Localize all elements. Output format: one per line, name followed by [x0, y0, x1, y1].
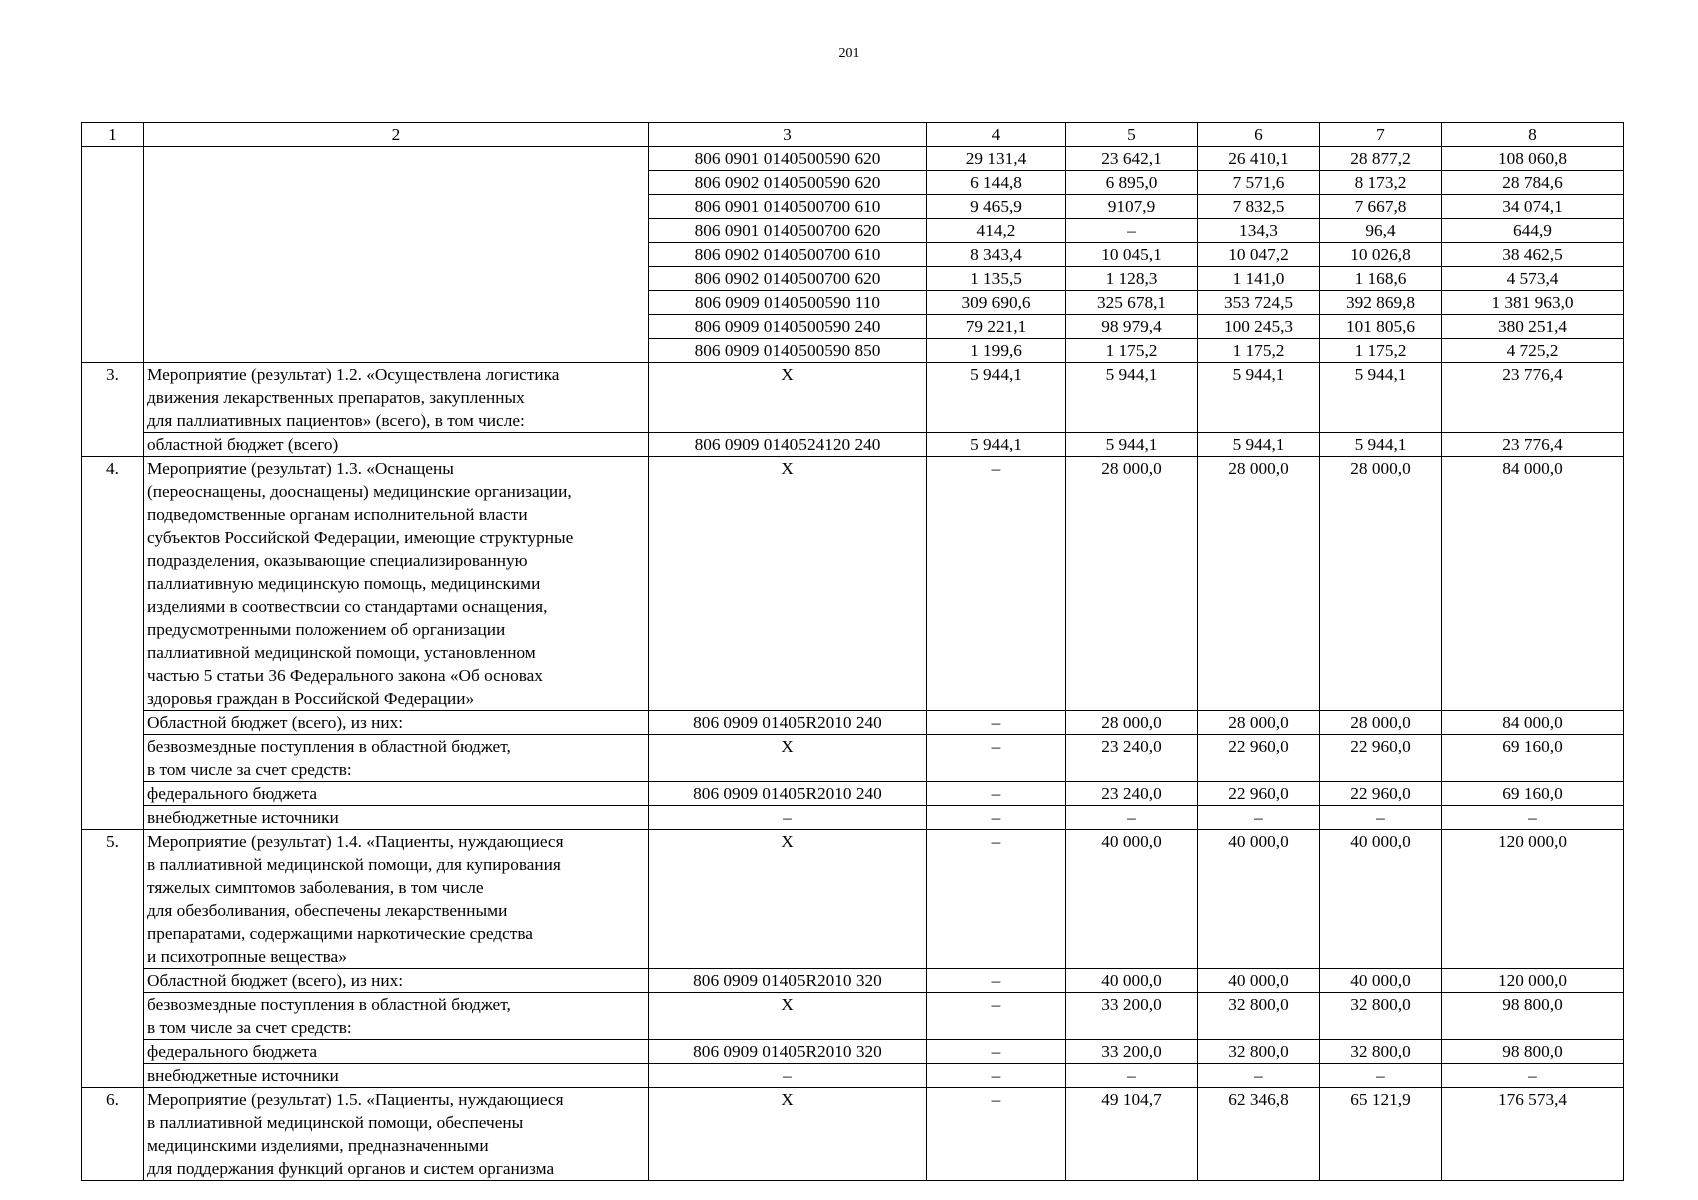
column-number-header: 5 [1066, 123, 1198, 147]
cell-line: безвозмездные поступления в областной бюджет, [147, 737, 511, 756]
cell-line: (переоснащены, дооснащены) медицинские организации, [147, 482, 572, 501]
value-cell: 5 944,1 [1066, 363, 1198, 433]
value-cell: 98 800,0 [1442, 1040, 1624, 1064]
column-number-header: 6 [1198, 123, 1320, 147]
value-cell: 1 199,6 [927, 339, 1066, 363]
value-cell: 806 0909 0140500590 850 [649, 339, 927, 363]
value-cell: 5 944,1 [927, 433, 1066, 457]
value-cell: 23 240,0 [1066, 782, 1198, 806]
funding-row [82, 1040, 1624, 1064]
cell-line: паллиативной медицинской помощи, установленном [147, 643, 536, 662]
value-cell: 69 160,0 [1442, 735, 1624, 782]
value-cell: 28 000,0 [1320, 457, 1442, 711]
cell-line: Мероприятие (результат) 1.3. «Оснащены [147, 459, 454, 478]
value-cell: 23 776,4 [1442, 433, 1624, 457]
value-cell: – [927, 457, 1066, 711]
cell-line: для обезболивания, обеспечены лекарственными [147, 901, 508, 920]
value-cell: 1 175,2 [1320, 339, 1442, 363]
value-cell: 40 000,0 [1066, 830, 1198, 969]
value-cell: 49 104,7 [1066, 1088, 1198, 1181]
cell-line: Мероприятие (результат) 1.2. «Осуществлена логистика [147, 365, 560, 384]
value-cell: 380 251,4 [1442, 315, 1624, 339]
value-cell: 6 895,0 [1066, 171, 1198, 195]
cell-line: в паллиативной медицинской помощи, для купирования [147, 855, 561, 874]
value-cell: 806 0902 0140500590 620 [649, 171, 927, 195]
cell-line: движения лекарственных препаратов, закупленных [147, 388, 525, 407]
value-cell: 806 0902 0140500700 610 [649, 243, 927, 267]
value-cell: 28 000,0 [1066, 711, 1198, 735]
column-number-header: 1 [82, 123, 144, 147]
value-cell: 23 240,0 [1066, 735, 1198, 782]
funding-source [144, 735, 649, 782]
value-cell: 9 465,9 [927, 195, 1066, 219]
value-cell: 9107,9 [1066, 195, 1198, 219]
measure-row [82, 1088, 1624, 1181]
value-cell: – [1442, 806, 1624, 830]
value-cell: 414,2 [927, 219, 1066, 243]
cell-line: здоровья граждан в Российской Федерации» [147, 689, 475, 708]
value-cell: 5 944,1 [1198, 433, 1320, 457]
value-cell: 32 800,0 [1320, 1040, 1442, 1064]
value-cell: – [927, 969, 1066, 993]
value-cell: 65 121,9 [1320, 1088, 1442, 1181]
column-number-header: 7 [1320, 123, 1442, 147]
value-cell: – [649, 806, 927, 830]
value-cell: 309 690,6 [927, 291, 1066, 315]
cell-line: для паллиативных пациентов» (всего), в том числе: [147, 411, 525, 430]
value-cell: 6 144,8 [927, 171, 1066, 195]
measure-row [82, 457, 1624, 711]
funding-source [144, 969, 649, 993]
value-cell: 644,9 [1442, 219, 1624, 243]
measure-description [144, 363, 649, 433]
funding-source [144, 782, 649, 806]
value-cell: 806 0909 01405R2010 320 [649, 1040, 927, 1064]
funding-row [82, 433, 1624, 457]
value-cell: 22 960,0 [1198, 735, 1320, 782]
value-cell: 1 168,6 [1320, 267, 1442, 291]
value-cell: 101 805,6 [1320, 315, 1442, 339]
value-cell: 33 200,0 [1066, 1040, 1198, 1064]
value-cell: 806 0901 0140500590 620 [649, 147, 927, 171]
funding-row [82, 806, 1624, 830]
value-cell: X [649, 735, 927, 782]
value-cell: 134,3 [1198, 219, 1320, 243]
value-cell: 7 571,6 [1198, 171, 1320, 195]
cell-line: предусмотренными положением об организации [147, 620, 506, 639]
value-cell: 120 000,0 [1442, 830, 1624, 969]
value-cell: 806 0902 0140500700 620 [649, 267, 927, 291]
column-number-header: 3 [649, 123, 927, 147]
header-row [82, 123, 1624, 147]
value-cell: 98 979,4 [1066, 315, 1198, 339]
column-number-header: 8 [1442, 123, 1624, 147]
measure-description [144, 1088, 649, 1181]
column-number-header: 4 [927, 123, 1066, 147]
value-cell: 806 0909 01405R2010 240 [649, 782, 927, 806]
value-cell: – [927, 806, 1066, 830]
value-cell: – [1066, 1064, 1198, 1088]
value-cell: – [927, 735, 1066, 782]
value-cell: 28 000,0 [1066, 457, 1198, 711]
funding-source [144, 1040, 649, 1064]
cell-line: Мероприятие (результат) 1.5. «Пациенты, нуждающиеся [147, 1090, 564, 1109]
value-cell: 5 944,1 [1320, 363, 1442, 433]
value-cell: X [649, 457, 927, 711]
value-cell: 1 175,2 [1066, 339, 1198, 363]
value-cell: 806 0909 01405R2010 320 [649, 969, 927, 993]
value-cell: 38 462,5 [1442, 243, 1624, 267]
cell-line: частью 5 статьи 36 Федерального закона «Об основах [147, 666, 543, 685]
value-cell: – [1066, 806, 1198, 830]
value-cell: 26 410,1 [1198, 147, 1320, 171]
value-cell: – [927, 1040, 1066, 1064]
page-number: 201 [838, 46, 860, 61]
value-cell: 40 000,0 [1198, 969, 1320, 993]
value-cell: 120 000,0 [1442, 969, 1624, 993]
value-cell: 22 960,0 [1320, 782, 1442, 806]
cell-line: федерального бюджета [147, 1042, 318, 1061]
funding-row [82, 711, 1624, 735]
value-cell: – [1320, 1064, 1442, 1088]
value-cell: 8 343,4 [927, 243, 1066, 267]
value-cell: – [1066, 219, 1198, 243]
value-cell: 32 800,0 [1320, 993, 1442, 1040]
cell-line: подведомственные органам исполнительной власти [147, 505, 528, 524]
value-cell: 10 026,8 [1320, 243, 1442, 267]
value-cell: 28 000,0 [1198, 711, 1320, 735]
value-cell: 176 573,4 [1442, 1088, 1624, 1181]
value-cell: 5 944,1 [1198, 363, 1320, 433]
funding-source [144, 806, 649, 830]
funding-row [82, 782, 1624, 806]
row-number-cell: 4. [82, 457, 144, 830]
cell-line: подразделения, оказывающие специализированную [147, 551, 528, 570]
cell-line: Областной бюджет (всего), из них: [147, 971, 404, 990]
value-cell: 806 0909 0140500590 240 [649, 315, 927, 339]
value-cell: 325 678,1 [1066, 291, 1198, 315]
value-cell: 22 960,0 [1198, 782, 1320, 806]
value-cell: 79 221,1 [927, 315, 1066, 339]
value-cell: – [649, 1064, 927, 1088]
measure-description [144, 457, 649, 711]
value-cell: – [927, 830, 1066, 969]
value-cell: 806 0909 0140500590 110 [649, 291, 927, 315]
value-cell: X [649, 993, 927, 1040]
row-number-cell: 5. [82, 830, 144, 1088]
value-cell: 40 000,0 [1320, 969, 1442, 993]
cell-line: федерального бюджета [147, 784, 318, 803]
funding-source [144, 1064, 649, 1088]
value-cell: 806 0901 0140500700 620 [649, 219, 927, 243]
value-cell: 8 173,2 [1320, 171, 1442, 195]
cell-line: в паллиативной медицинской помощи, обеспечены [147, 1113, 524, 1132]
value-cell: – [1442, 1064, 1624, 1088]
value-cell: – [927, 711, 1066, 735]
value-cell: 23 776,4 [1442, 363, 1624, 433]
cell-line: тяжелых симптомов заболевания, в том числе [147, 878, 484, 897]
value-cell: 5 944,1 [1066, 433, 1198, 457]
cell-line: изделиями в соотвествсии со стандартами оснащения, [147, 597, 548, 616]
description-cell [144, 147, 649, 363]
funding-row [82, 993, 1624, 1040]
value-cell: 23 642,1 [1066, 147, 1198, 171]
value-cell: 62 346,8 [1198, 1088, 1320, 1181]
value-cell: 806 0909 01405R2010 240 [649, 711, 927, 735]
table-body [82, 123, 1624, 1181]
cell-line: Областной бюджет (всего), из них: [147, 713, 404, 732]
value-cell: 34 074,1 [1442, 195, 1624, 219]
value-cell: – [1320, 806, 1442, 830]
cell-line: областной бюджет (всего) [147, 435, 339, 454]
value-cell: 69 160,0 [1442, 782, 1624, 806]
value-cell: 353 724,5 [1198, 291, 1320, 315]
value-cell: 28 784,6 [1442, 171, 1624, 195]
value-cell: 40 000,0 [1198, 830, 1320, 969]
value-cell: 33 200,0 [1066, 993, 1198, 1040]
value-cell: 1 141,0 [1198, 267, 1320, 291]
value-cell: 108 060,8 [1442, 147, 1624, 171]
table-row [82, 147, 1624, 171]
funding-row [82, 735, 1624, 782]
measure-row [82, 830, 1624, 969]
value-cell: – [927, 993, 1066, 1040]
value-cell: 1 381 963,0 [1442, 291, 1624, 315]
funding-source [144, 711, 649, 735]
value-cell: 32 800,0 [1198, 993, 1320, 1040]
value-cell: – [927, 1088, 1066, 1181]
value-cell: – [927, 1064, 1066, 1088]
column-number-header: 2 [144, 123, 649, 147]
value-cell: 28 877,2 [1320, 147, 1442, 171]
value-cell: 10 047,2 [1198, 243, 1320, 267]
value-cell: 10 045,1 [1066, 243, 1198, 267]
value-cell: 29 131,4 [927, 147, 1066, 171]
cell-line: безвозмездные поступления в областной бюджет, [147, 995, 511, 1014]
value-cell: 5 944,1 [927, 363, 1066, 433]
value-cell: 40 000,0 [1320, 830, 1442, 969]
value-cell: 1 128,3 [1066, 267, 1198, 291]
funding-row [82, 969, 1624, 993]
value-cell: – [927, 782, 1066, 806]
value-cell: 28 000,0 [1320, 711, 1442, 735]
value-cell: 806 0909 0140524120 240 [649, 433, 927, 457]
value-cell: 84 000,0 [1442, 457, 1624, 711]
value-cell: 40 000,0 [1066, 969, 1198, 993]
value-cell: 1 135,5 [927, 267, 1066, 291]
value-cell: 22 960,0 [1320, 735, 1442, 782]
measure-description [144, 830, 649, 969]
value-cell: 98 800,0 [1442, 993, 1624, 1040]
value-cell: 806 0901 0140500700 610 [649, 195, 927, 219]
cell-line: внебюджетные источники [147, 808, 339, 827]
value-cell: – [1198, 1064, 1320, 1088]
budget-table [81, 122, 1624, 1181]
row-number-cell [82, 147, 144, 363]
funding-row [82, 1064, 1624, 1088]
funding-source [144, 993, 649, 1040]
value-cell: – [1198, 806, 1320, 830]
value-cell: 28 000,0 [1198, 457, 1320, 711]
value-cell: X [649, 363, 927, 433]
value-cell: 392 869,8 [1320, 291, 1442, 315]
cell-line: в том числе за счет средств: [147, 1018, 352, 1037]
cell-line: субъектов Российской Федерации, имеющие структурные [147, 528, 574, 547]
row-number-cell: 6. [82, 1088, 144, 1181]
value-cell: 7 667,8 [1320, 195, 1442, 219]
measure-row [82, 363, 1624, 433]
value-cell: X [649, 1088, 927, 1181]
row-number-cell: 3. [82, 363, 144, 457]
value-cell: 4 573,4 [1442, 267, 1624, 291]
value-cell: 4 725,2 [1442, 339, 1624, 363]
cell-line: внебюджетные источники [147, 1066, 339, 1085]
value-cell: 5 944,1 [1320, 433, 1442, 457]
value-cell: 1 175,2 [1198, 339, 1320, 363]
cell-line: Мероприятие (результат) 1.4. «Пациенты, нуждающиеся [147, 832, 564, 851]
value-cell: 7 832,5 [1198, 195, 1320, 219]
cell-line: для поддержания функций органов и систем организма [147, 1159, 555, 1178]
cell-line: в том числе за счет средств: [147, 760, 352, 779]
value-cell: 100 245,3 [1198, 315, 1320, 339]
cell-line: медицинскими изделиями, предназначенными [147, 1136, 489, 1155]
value-cell: X [649, 830, 927, 969]
cell-line: и психотропные вещества» [147, 947, 347, 966]
value-cell: 96,4 [1320, 219, 1442, 243]
funding-source [144, 433, 649, 457]
cell-line: паллиативную медицинскую помощь, медицинскими [147, 574, 541, 593]
value-cell: 84 000,0 [1442, 711, 1624, 735]
value-cell: 32 800,0 [1198, 1040, 1320, 1064]
cell-line: препаратами, содержащими наркотические средства [147, 924, 533, 943]
